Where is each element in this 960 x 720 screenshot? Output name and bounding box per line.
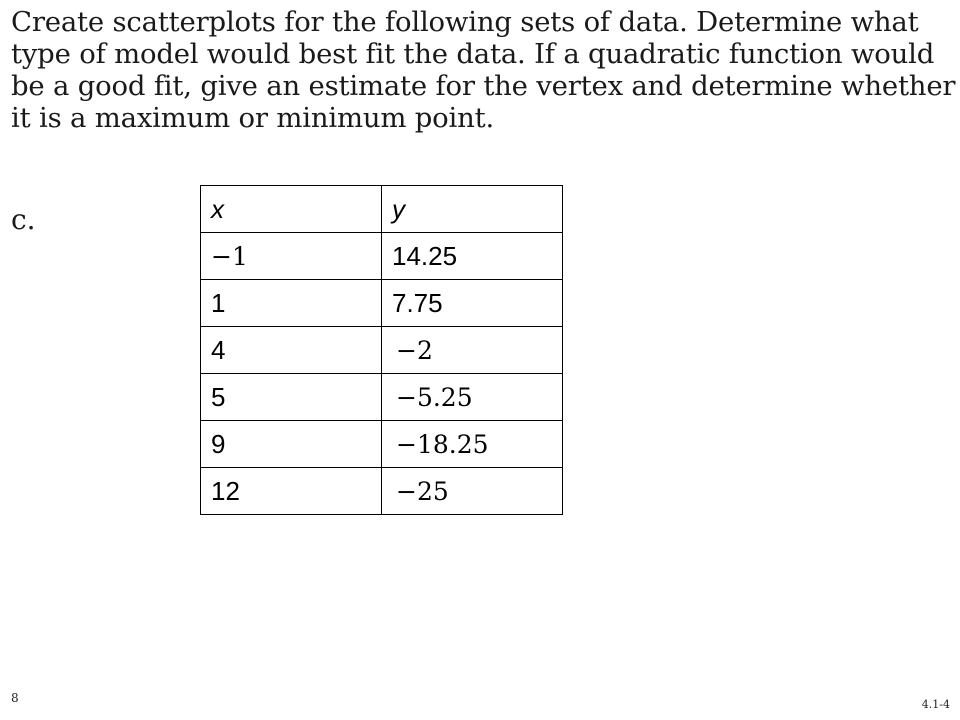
cell-y: −25 (382, 468, 563, 515)
table-row (201, 280, 563, 327)
cell-y: −18.25 (382, 421, 563, 468)
table-row (201, 468, 563, 515)
section-code: 4.1-4 (921, 698, 950, 711)
table-row (201, 233, 563, 280)
cell-x: 4 (201, 327, 382, 374)
table-header-row (201, 186, 563, 233)
cell-y: −5.25 (382, 374, 563, 421)
header-x: x (201, 186, 382, 233)
cell-x: −1 (201, 233, 382, 280)
header-y: y (382, 186, 563, 233)
cell-x: 12 (201, 468, 382, 515)
table-row (201, 327, 563, 374)
data-table (200, 185, 563, 515)
table-row (201, 421, 563, 468)
cell-x: 1 (201, 280, 382, 327)
cell-x: 5 (201, 374, 382, 421)
page-number: 8 (11, 691, 19, 705)
cell-y: 14.25 (382, 233, 563, 280)
cell-x: 9 (201, 421, 382, 468)
part-label: c. (11, 203, 36, 236)
cell-y: 7.75 (382, 280, 563, 327)
table-row (201, 374, 563, 421)
cell-y: −2 (382, 327, 563, 374)
instructions-text: Create scatterplots for the following sets of data. Determine what type of model would best fit the data. If a quadratic function would be a good fit, give an estimate for the vertex and determine whether it is a maximum or minimum point. (11, 6, 956, 134)
